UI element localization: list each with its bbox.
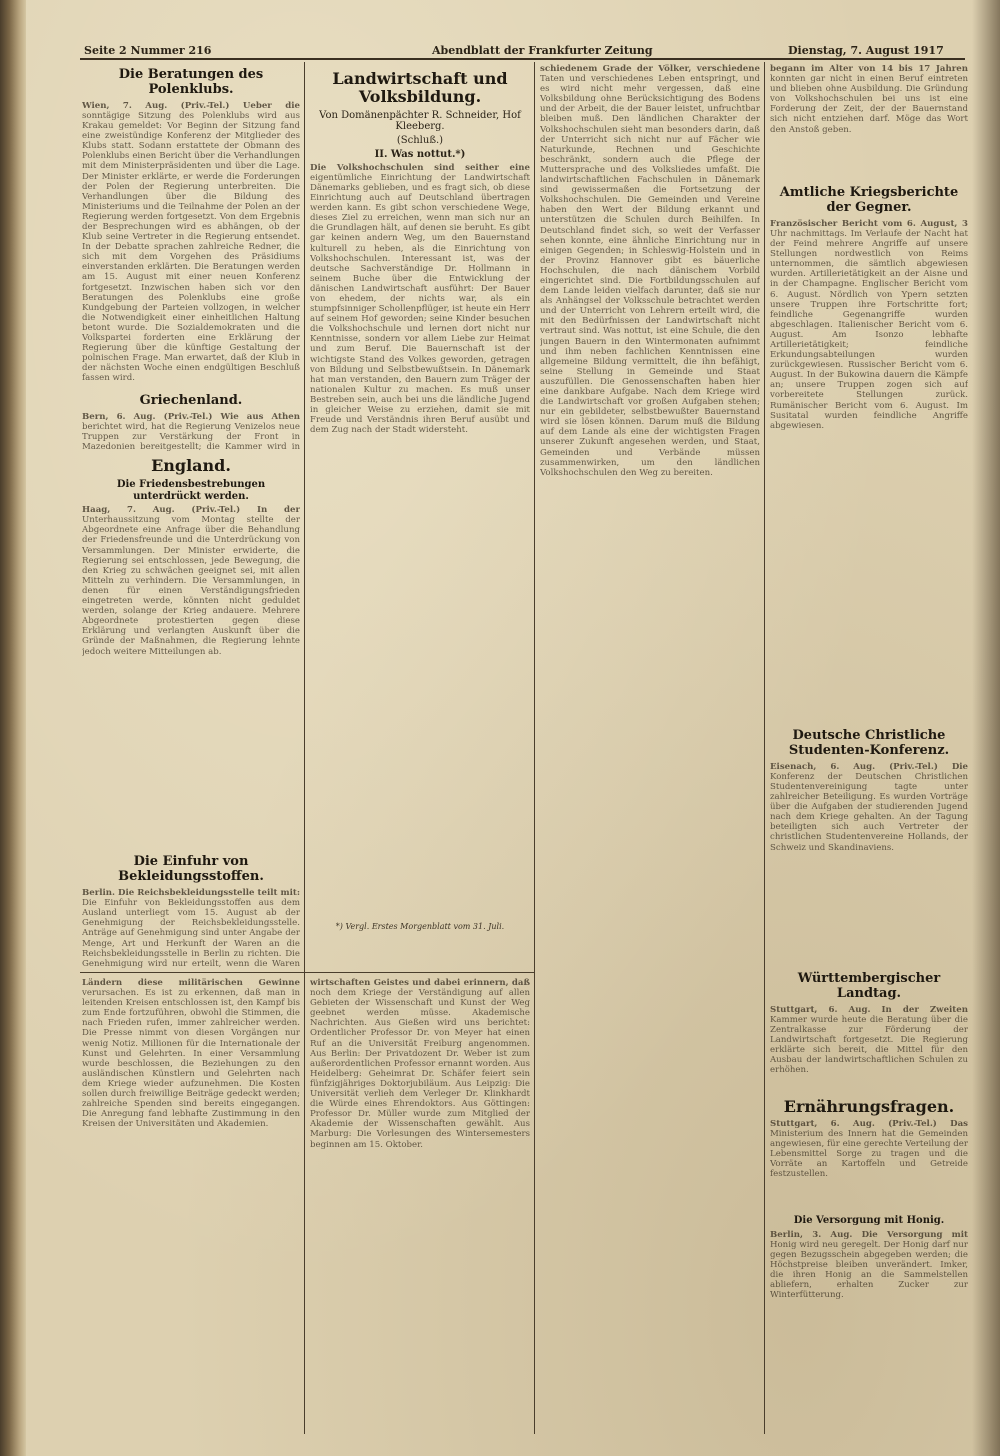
article-text: Stuttgart, 6. Aug. (Priv.-Tel.) Das Ministerium des Innern hat die Gemeinden angewiesen, für eine gerechte Verteilung der Lebensmittel Sorge zu tragen und die Vorräte an Kartoffeln und Getreide festzustellen.	[770, 1119, 968, 1180]
page-edge-shadow	[972, 0, 1000, 1456]
column-3	[540, 64, 760, 1434]
article-text: Französischer Bericht vom 6. August, 3 Uhr nachmittags. Im Verlaufe der Nacht hat der Feind mehrere Angriffe auf unsere Stellungen nordwestlich von Reims unternommen, die sämtlich abgewiesen wurden. Artillerietätigkeit an der Aisne und in der Champagne. Englischer Bericht vom 6. August. Nördlich von Ypern setzten unsere Truppen ihre Fortschritte fort; feindliche Gegenangriffe wurden abgeschlagen. Italienischer Bericht vom 6. August. Am Isonzo lebhafte Artillerietätigkeit; feindliche Erkundungsabteilungen wurden zurückgewiesen. Russischer Bericht vom 6. August. In der Bukowina dauern die Kämpfe an; unsere Truppen zogen sich auf vorbereitete Stellungen zurück. Rumänischer Bericht vom 6. August. Im Susitatal wurden feindliche Angriffe abgewiesen.	[770, 218, 968, 431]
feuilleton-title: Landwirtschaft und Volksbildung.	[332, 69, 508, 107]
byline: Von Domänenpächter R. Schneider, Hof Kleeberg.	[319, 109, 521, 132]
article-text: schiedenem Grade der Völker, verschiedene Taten und verschiedenes Leben entspringt, und es wird nicht mehr vergessen, daß eine Volksbildung ohne Berücksichtigung des Bodens und der Arbeit, die der Bauer leistet, unfruchtbar bleiben muß. Den ländlichen Charakter der Volkshochschulen sieht man besonders darin, daß der Unterricht sich nicht nur auf Fächer wie Naturkunde, Rechnen und Geschichte beschränkt, sondern auch die Pflege der Muttersprache und des Volksliedes umfaßt. Die landwirtschaftlichen Fachschulen in Dänemark sind gewissermaßen die Fortsetzung der Volkshochschulen. Die Gemeinden und Vereine haben den Wert der Bildung erkannt und unterstützen die Schulen durch Beihilfen. In Deutschland findet sich, so weit der Verfasser sehen konnte, eine ähnliche Einrichtung nur in einigen Gegenden; in Schleswig-Holstein und in der Provinz Hannover gibt es bäuerliche Hochschulen, die nach dänischem Vorbild eingerichtet sind. Die Fortbildungsschulen auf dem Lande leiden vielfach darunter, daß sie nur als Anhängsel der Volksschule betrachtet werden und der Unterricht von Lehrern erteilt wird, die mit den Bedürfnissen der Landwirtschaft nicht vertraut sind. Was nottut, ist eine Schule, die den jungen Bauern in den Wintermonaten aufnimmt und ihm neben fachlichen Kenntnissen eine allgemeine Bildung vermittelt, die ihn befähigt, seine Stellung in Gemeinde und Staat auszufüllen. Die Genossenschaften haben hier eine dankbare Aufgabe. Nach dem Kriege wird die Landwirtschaft vor großen Aufgaben stehen; nur ein gebildeter, selbstbewußter Bauernstand wird sie lösen können. Darum muß die Bildung auf dem Lande als eine der wichtigsten Fragen unserer Zukunft angesehen werden, und Staat, Gemeinden und Verbände müssen zusammenwirken, um den ländlichen Volkshochschulen den Weg zu bereiten.	[540, 64, 760, 478]
article-title: England.	[151, 455, 231, 475]
article-text: Bern, 6. Aug. (Priv.-Tel.) Wie aus Athen berichtet wird, hat die Regierung Venizelos neue Truppen zur Verstärkung der Front in Mazedonien bereitgestellt; die Kammer wird in	[82, 411, 300, 452]
article-title: Württembergischer Landtag.	[797, 970, 941, 1001]
column-4	[770, 64, 968, 1434]
article-text: Die Volkshochschulen sind seither eine eigentümliche Einrichtung der Landwirtschaft Dänemarks geblieben, und es fragt sich, ob diese Einrichtung auch auf Deutschland übertragen werden kann. Es gibt schon verschiedene Wege, dieses Ziel zu erreichen, wenn man sich nur an die Grundlagen hält, auf denen sie beruht. Es gibt gar keinen andern Weg, um den Bauernstand kulturell zu heben, als die Einrichtung von Volkshochschulen. Interessant ist, was der deutsche Sachverständige Dr. Hollmann in seinem Buche über die Entwicklung der dänischen Landwirtschaft ausführt: Der Bauer von ehedem, der nichts war, als ein stumpfsinniger Schollenpflüger, ist heute ein Herr auf seinem Hof geworden; seine Kinder besuchen die Volkshochschule und lernen dort nicht nur Kenntnisse, sondern vor allem Liebe zur Heimat und zum Beruf. Die Bauernschaft ist der wichtigste Stand des Volkes geworden, getragen von Bildung und Selbstbewußtsein. In Dänemark hat man verstanden, den Bauern zum Träger der nationalen Kultur zu machen. Es muß unser Bestreben sein, auch bei uns die ländliche Jugend in gleicher Weise zu erziehen, damit sie mit Freude und Verständnis ihren Beruf ausübt und dem Zug nach der Stadt widersteht.	[310, 162, 530, 436]
article-text: wirtschaften Geistes und dabei erinnern, daß noch dem Kriege der Verständigung auf allen Gebieten der Wissenschaft und Kunst der Weg geebnet werden müsse. Akademische Nachrichten. Aus Gießen wird uns berichtet: Ordentlicher Professor Dr. von Meyer hat einen Ruf an die Universität Freiburg angenommen. Aus Berlin: Der Privatdozent Dr. Weber ist zum außerordentlichen Professor ernannt worden. Aus Heidelberg: Geheimrat Dr. Schäfer feiert sein fünfzigjähriges Doktorjubiläum. Aus Leipzig: Die Universität verlieh dem Verleger Dr. Klinkhardt die Würde eines Ehrendoktors. Aus Göttingen: Professor Dr. Müller wurde zum Mitglied der Akademie der Wissenschaften gewählt. Aus Marburg: Die Vorlesungen des Wintersemesters beginnen am 15. Oktober.	[310, 978, 530, 1150]
article-title: Ernährungsfragen.	[783, 1096, 955, 1116]
issue-date: Dienstag, 7. August 1917	[788, 44, 944, 57]
column-rule	[764, 62, 765, 1434]
article-studenten	[770, 729, 968, 967]
article-subtitle: Die Friedensbestrebungen unterdrückt werden.	[116, 479, 266, 502]
bottom-middle	[310, 978, 530, 1434]
article-title: Die Einfuhr von Bekleidungsstoffen.	[118, 854, 264, 885]
article-landtag	[770, 972, 968, 1093]
article-title: Die Beratungen des Polenklubs.	[118, 67, 264, 97]
article-text: Berlin, 3. Aug. Die Versorgung mit Honig wird neu geregelt. Der Honig darf nur gegen Bezugsschein abgegeben werden; die Höchstpreise bleiben unverändert. Imker, die ihren Honig an die Sammelstellen abliefern, erhalten Zucker zur Winterfütterung.	[770, 1229, 968, 1301]
column-2	[310, 64, 530, 969]
article-text: Wien, 7. Aug. (Priv.-Tel.) Ueber die sonntägige Sitzung des Polenklubs wird aus Krakau gemeldet: Vor Beginn der Sitzung fand eine zweistündige Konferenz der Mitglieder des Klubs statt. Sodann erstattete der Obmann des Polenklubs einen Bericht über die Verhandlungen mit dem Ministerpräsidenten und über die Lage. Der Minister erklärte, er werde die Forderungen der Polen der Regierung unterbreiten. Die Verhandlungen über die Bildung des Ministeriums und die Teilnahme der Polen an der Regierung werden fortgesetzt. Von dem Ergebnis der Besprechungen wird es abhängen, ob der Klub seine Vertreter in die Regierung entsendet. In der Debatte sprachen zahlreiche Redner, die sich mit dem Vorgehen des Präsidiums einverstanden erklärten. Die Beratungen werden am 15. August mit einer neuen Konferenz fortgesetzt. Inzwischen haben sich vor den Beratungen des Polenklubs eine große Kundgebung der Parteien vollzogen, in welcher die Notwendigkeit einer einheitlichen Haltung betont wurde. Die Sozialdemokraten und die Volkspartei forderten eine Erklärung der Regierung über die künftige Gestaltung der polnischen Frage. Man erwartet, daß der Klub in der nächsten Woche einen endgültigen Beschluß fassen wird.	[82, 100, 300, 384]
header-rule	[80, 58, 965, 60]
masthead: Abendblatt der Frankfurter Zeitung	[432, 44, 653, 57]
column-rule	[304, 62, 305, 1434]
article-text: Berlin. Die Reichsbekleidungsstelle teilt mit: Die Einfuhr von Bekleidungsstoffen aus dem Ausland unterliegt vom 15. August ab der Genehmigung der Reichsbekleidungsstelle. Anträge auf Genehmigung sind unter Angabe der Menge, Art und Herkunft der Waren an die Reichsbekleidungsstelle in Berlin zu richten. Die Genehmigung wird nur erteilt, wenn die Waren	[82, 888, 300, 969]
part-note: (Schluß.)	[396, 134, 444, 146]
article-text: begann im Alter von 14 bis 17 Jahren konnten gar nicht in einen Beruf eintreten und blieben ohne Ausbildung. Die Gründung von Volkshochschulen bei uns ist eine Forderung der Zeit, der der Bauernstand sich nicht entziehen darf. Möge das Wort den Anstoß geben.	[770, 64, 968, 135]
article-text: Haag, 7. Aug. (Priv.-Tel.) In der Unterhaussitzung vom Montag stellte der Abgeordnete eine Anfrage über die Behandlung der Friedensfreunde und die Unterdrückung von Versammlungen. Der Minister erwiderte, die Regierung sei entschlossen, jede Bewegung, die den Krieg zu schwächen geeignet sei, mit allen Mitteln zu verhindern. Die Versammlungen, in denen für einen Verständigungsfrieden eingetreten werde, könnten nicht geduldet werden, solange der Krieg andauere. Mehrere Abgeordnete protestierten gegen diese Erklärung und verlangten Auskunft über die Gründe der Maßnahmen, die Regierung lehnte jedoch weitere Mitteilungen ab.	[82, 505, 300, 657]
article-text: Ländern diese militärischen Gewinne verursachen. Es ist zu erkennen, daß man in leitenden Kreisen entschlossen ist, den Kampf bis zum Ende fortzuführen, obwohl die Stimmen, die nach Frieden rufen, immer zahlreicher werden. Die Presse nimmt von diesen Vorgängen nur wenig Notiz. Millionen für die Internationale der Kunst und Gelehrten. In einer Versammlung wurde beschlossen, die Beziehungen zu den ausländischen Künstlern und Gelehrten nach dem Kriege wieder aufzunehmen. Die Kosten sollen durch freiwillige Beiträge gedeckt werden; zahlreiche Spenden sind bereits eingegangen. Die Anregung fand lebhafte Zustimmung in den Kreisen der Universitäten und Akademien.	[82, 978, 300, 1130]
bottom-left	[82, 978, 300, 1434]
section-title: II. Was nottut.*)	[374, 148, 466, 160]
article-england	[82, 457, 300, 850]
footnote: *) Vergl. Erstes Morgenblatt vom 31. Juli.	[335, 921, 505, 931]
column-rule	[534, 62, 535, 1434]
article-ernaehrung	[770, 1098, 968, 1348]
column-1	[82, 64, 300, 969]
page-binding	[0, 0, 26, 1456]
page-number: Seite 2 Nummer 216	[84, 44, 212, 57]
section-rule	[80, 972, 534, 973]
article-einfuhr	[82, 855, 300, 969]
article-subtitle: Die Versorgung mit Honig.	[793, 1215, 945, 1227]
article-text: Stuttgart, 6. Aug. In der Zweiten Kammer wurde heute die Beratung über die Zentralkasse zur Förderung der Landwirtschaft fortgesetzt. Die Regierung erklärte sich bereit, die Mittel für den Ausbau der landwirtschaftlichen Schulen zu erhöhen.	[770, 1004, 968, 1076]
article-text: Eisenach, 6. Aug. (Priv.-Tel.) Die Konferenz der Deutschen Christlichen Studentenvereinigung tagte unter zahlreicher Beteiligung. Es wurden Vorträge über die Aufgaben der studierenden Jugend nach dem Kriege gehalten. An der Tagung beteiligten sich auch Vertreter der christlichen Studentenvereine Hollands, der Schweiz und Skandinaviens.	[770, 761, 968, 853]
article-griechenland	[82, 394, 300, 452]
article-kriegsberichte	[770, 186, 968, 724]
article-title: Amtliche Kriegsberichte der Gegner.	[779, 185, 959, 215]
article-title: Deutsche Christliche Studenten-Konferenz.	[788, 727, 950, 758]
article-polenklub	[82, 68, 300, 389]
article-title: Griechenland.	[139, 392, 243, 408]
